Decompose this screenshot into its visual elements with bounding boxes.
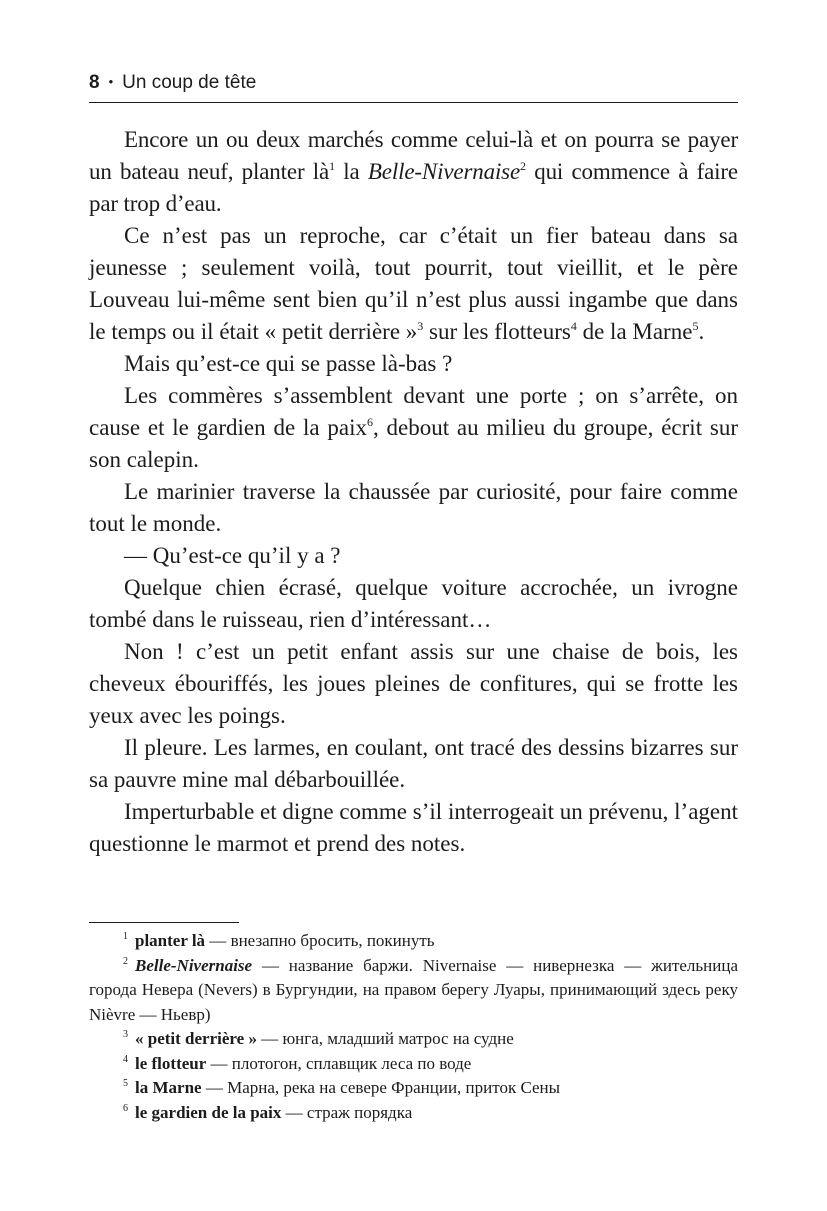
paragraph (89, 380, 738, 476)
text-span: Ce n’est pas un reproche, car c’était un fier bateau dans sa jeunesse ; seulement voilà, tout pourrit, tout vieillit, et le père Louveau lui-même sent bien qu’il n’est plus aussi ingambe que dans le temps ou il était « petit derrière » (89, 223, 738, 344)
footnote-term: « petit derrière » (135, 1029, 257, 1048)
footnote-number: 6 (123, 1102, 128, 1114)
paragraph (89, 124, 738, 220)
footnote-term-italic: Belle-Nivernaise (135, 955, 253, 975)
footnote (89, 1101, 738, 1126)
footnote-term: le gardien de la paix (135, 1102, 282, 1122)
footnote-text: — название баржи. Nivernaise — нивернезка — жительница города Невера (Nevers) в Бургундии, на правом берегу Луары, принимающий здесь реку Nièvre — Ньевр) (89, 955, 738, 1024)
footnote-text: — Марна, река на севере Франции, приток Сены (201, 1078, 561, 1097)
footnote-number: 1 (123, 931, 128, 942)
text-span: qui commence à faire par trop d’eau. (89, 159, 738, 216)
paragraph: Quelque chien écrasé, quelque voiture accrochée, un ivrogne tombé dans le ruisseau, rien d’intéressant… (89, 575, 738, 632)
footnote (89, 1052, 738, 1077)
footnote (89, 929, 738, 954)
footnote-number: 3 (123, 1029, 128, 1040)
header-rule (89, 102, 738, 103)
running-header (89, 68, 738, 96)
text-span: , debout au milieu du groupe, écrit sur son calepin. (89, 415, 738, 472)
footnote-ref-2: 2 (520, 159, 526, 173)
footnote-ref-3: 3 (417, 319, 424, 333)
text-span: la (334, 159, 368, 184)
paragraph: — Qu’est-ce qu’il y a ? (124, 543, 341, 568)
footnote-text: — страж порядка (281, 1102, 413, 1122)
footnote-text: — плотогон, сплавщик леса по воде (206, 1053, 472, 1073)
footnote-text: — юнга, младший матрос на судне (256, 1029, 514, 1048)
paragraph: Il pleure. Les larmes, en coulant, ont tracé des dessins bizarres sur sa pauvre mine mal débarbouillée. (89, 735, 738, 792)
footnote-ref-6: 6 (366, 415, 373, 429)
footnote-ref-1: 1 (329, 159, 335, 173)
footnotes (89, 929, 738, 1125)
paragraph: Imperturbable et digne comme s’il interrogeait un prévenu, l’agent questionne le marmot et prend des notes. (89, 799, 738, 856)
footnote (89, 1076, 738, 1101)
footnote-number: 4 (123, 1053, 128, 1065)
boat-name: Belle-Nivernaise (367, 159, 521, 184)
footnote-term (135, 956, 252, 975)
footnote-term: la Marne (135, 1078, 202, 1097)
body-text (89, 124, 738, 860)
text-span: de la Marne (576, 319, 693, 344)
text-span: . (698, 319, 705, 344)
running-title: Un coup de tête (122, 72, 257, 93)
footnote (89, 1027, 738, 1052)
footnote-number: 2 (123, 955, 128, 967)
page-number: 8 (89, 72, 100, 93)
paragraph: Le marinier traverse la chaussée par curiosité, pour faire comme tout le monde. (89, 479, 738, 536)
footnote (89, 954, 738, 1028)
text-span: sur les flotteurs (423, 319, 571, 344)
paragraph (89, 220, 738, 348)
footnote-term: planter là (135, 931, 206, 950)
text-span: Les commères s’assemblent devant une porte ; on s’arrête, on cause et le gardien de la paix (89, 383, 738, 440)
footnote-text: — внезапно бросить, покинуть (205, 931, 435, 950)
header-separator: • (108, 74, 114, 89)
footnote-ref-4: 4 (570, 319, 577, 333)
paragraph: Non ! c’est un petit enfant assis sur une chaise de bois, les cheveux ébouriffés, les joues pleines de confitures, qui se frotte les yeux avec les poings. (89, 639, 738, 728)
footnote-term: le flotteur (135, 1053, 207, 1073)
paragraph: Mais qu’est-ce qui se passe là-bas ? (124, 351, 453, 376)
footnote-rule (89, 922, 239, 923)
footnote-number: 5 (123, 1078, 128, 1089)
footnote-ref-5: 5 (692, 319, 699, 333)
text-span: Encore un ou deux marchés comme celui-là et on pourra se payer un bateau neuf, planter là (89, 127, 738, 184)
